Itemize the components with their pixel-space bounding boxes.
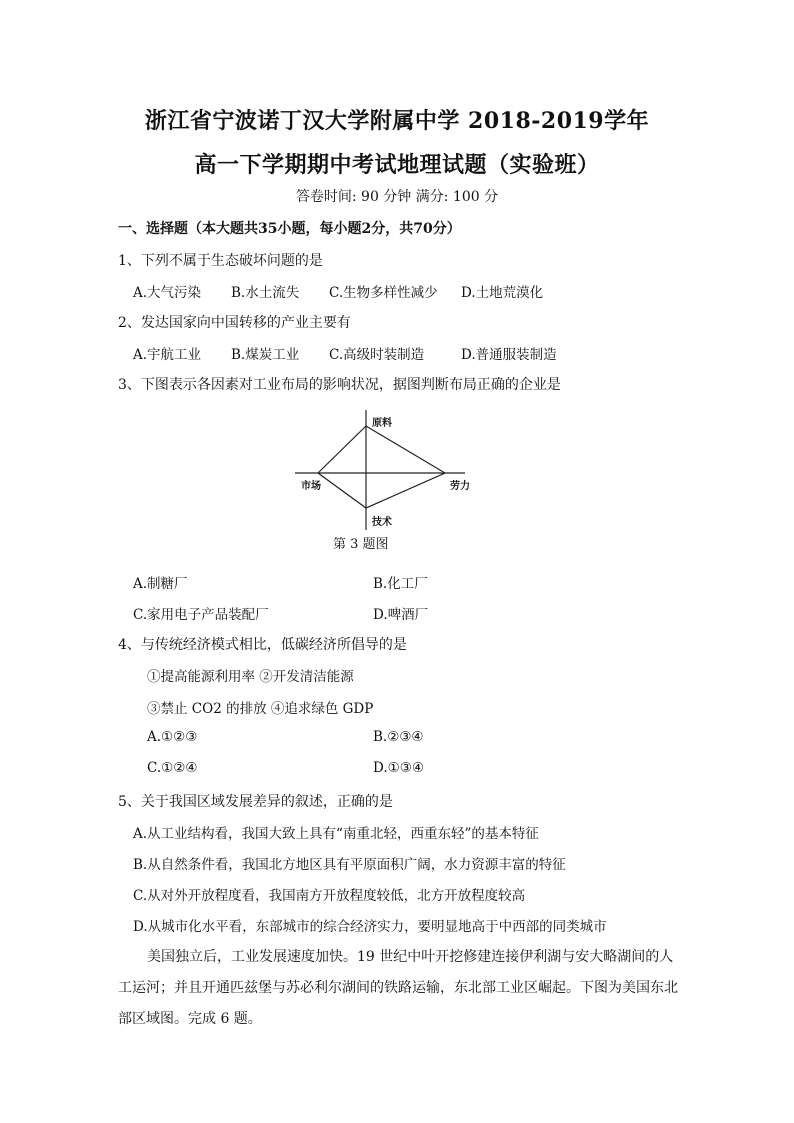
exam-title-line1: 浙江省宁波诺丁汉大学附属中学 2018-2019学年 [144,108,650,134]
question-4-option-c: C.①②④ [147,760,198,776]
question-3-stem: 3、下图表示各因素对工业布局的影响状况，据图判断布局正确的企业是 [118,377,561,393]
question-2-option-b: B.煤炭工业 [231,347,300,363]
question-4-stem: 4、与传统经济模式相比，低碳经济所倡导的是 [118,637,407,653]
question-4-option-a: A.①②③ [147,729,198,745]
question-3-option-c: C.家用电子产品装配厂 [133,607,269,623]
question-5-option-a: A.从工业结构看，我国大致上具有“南重北轻，西重东轻”的基本特征 [133,826,539,842]
question-2-option-c: C.高级时装制造 [329,347,425,363]
question-1-option-d: D.土地荒漠化 [461,285,544,301]
label-raw-materials: 原料 [372,418,392,429]
question-1-option-c: C.生物多样性减少 [329,285,438,301]
question-4-items-line2: ③禁止 CO2 的排放 ④追求绿色 GDP [147,701,374,717]
label-labor: 劳力 [450,481,470,492]
exam-title-line2: 高一下学期期中考试地理试题（实验班） [194,152,600,178]
question-2-option-a: A.宇航工业 [133,347,202,363]
passage-line-1: 美国独立后，工业发展速度加快。19 世纪中叶开挖修建连接伊利湖与安大略湖间的人 [147,949,674,965]
question-1-stem: 1、下列不属于生态破坏问题的是 [118,253,323,269]
passage-line-3: 部区域图。完成 6 题。 [118,1011,262,1027]
question-5-option-d: D.从城市化水平看，东部城市的综合经济实力，要明显地高于中西部的同类城市 [133,919,607,935]
question-5-option-b: B.从自然条件看，我国北方地区具有平原面积广阔，水力资源丰富的特征 [133,857,566,873]
question-5-stem: 5、关于我国区域发展差异的叙述，正确的是 [118,794,393,810]
question-3-option-a: A.制糖厂 [133,576,188,592]
question-1-option-a: A.大气污染 [133,285,202,301]
label-technology: 技术 [372,517,392,528]
question-4-option-d: D.①③④ [373,760,424,776]
question-1-option-b: B.水土流失 [231,285,300,301]
question-2-stem: 2、发达国家向中国转移的产业主要有 [118,315,351,331]
figure-caption: 第 3 题图 [333,537,389,552]
industry-location-diagram [290,408,470,533]
question-4-items-line1: ①提高能源利用率 ②开发清洁能源 [147,669,354,685]
question-5-option-c: C.从对外开放程度看，我国南方开放程度较低，北方开放程度较高 [133,888,526,904]
question-2-option-d: D.普通服装制造 [461,347,557,363]
question-3-option-b: B.化工厂 [373,576,428,592]
passage-line-2: 工运河；并且开通匹兹堡与苏必利尔湖间的铁路运输，东北部工业区崛起。下图为美国东北 [118,980,678,996]
question-3-option-d: D.啤酒厂 [373,607,429,623]
exam-info: 答卷时间: 90 分钟 满分: 100 分 [295,189,499,205]
question-4-option-b: B.②③④ [373,729,424,745]
section-heading: 一、选择题（本大题共35小题，每小题2分，共70分） [118,221,461,237]
label-market: 市场 [301,481,321,492]
factor-quadrilateral [318,426,445,508]
